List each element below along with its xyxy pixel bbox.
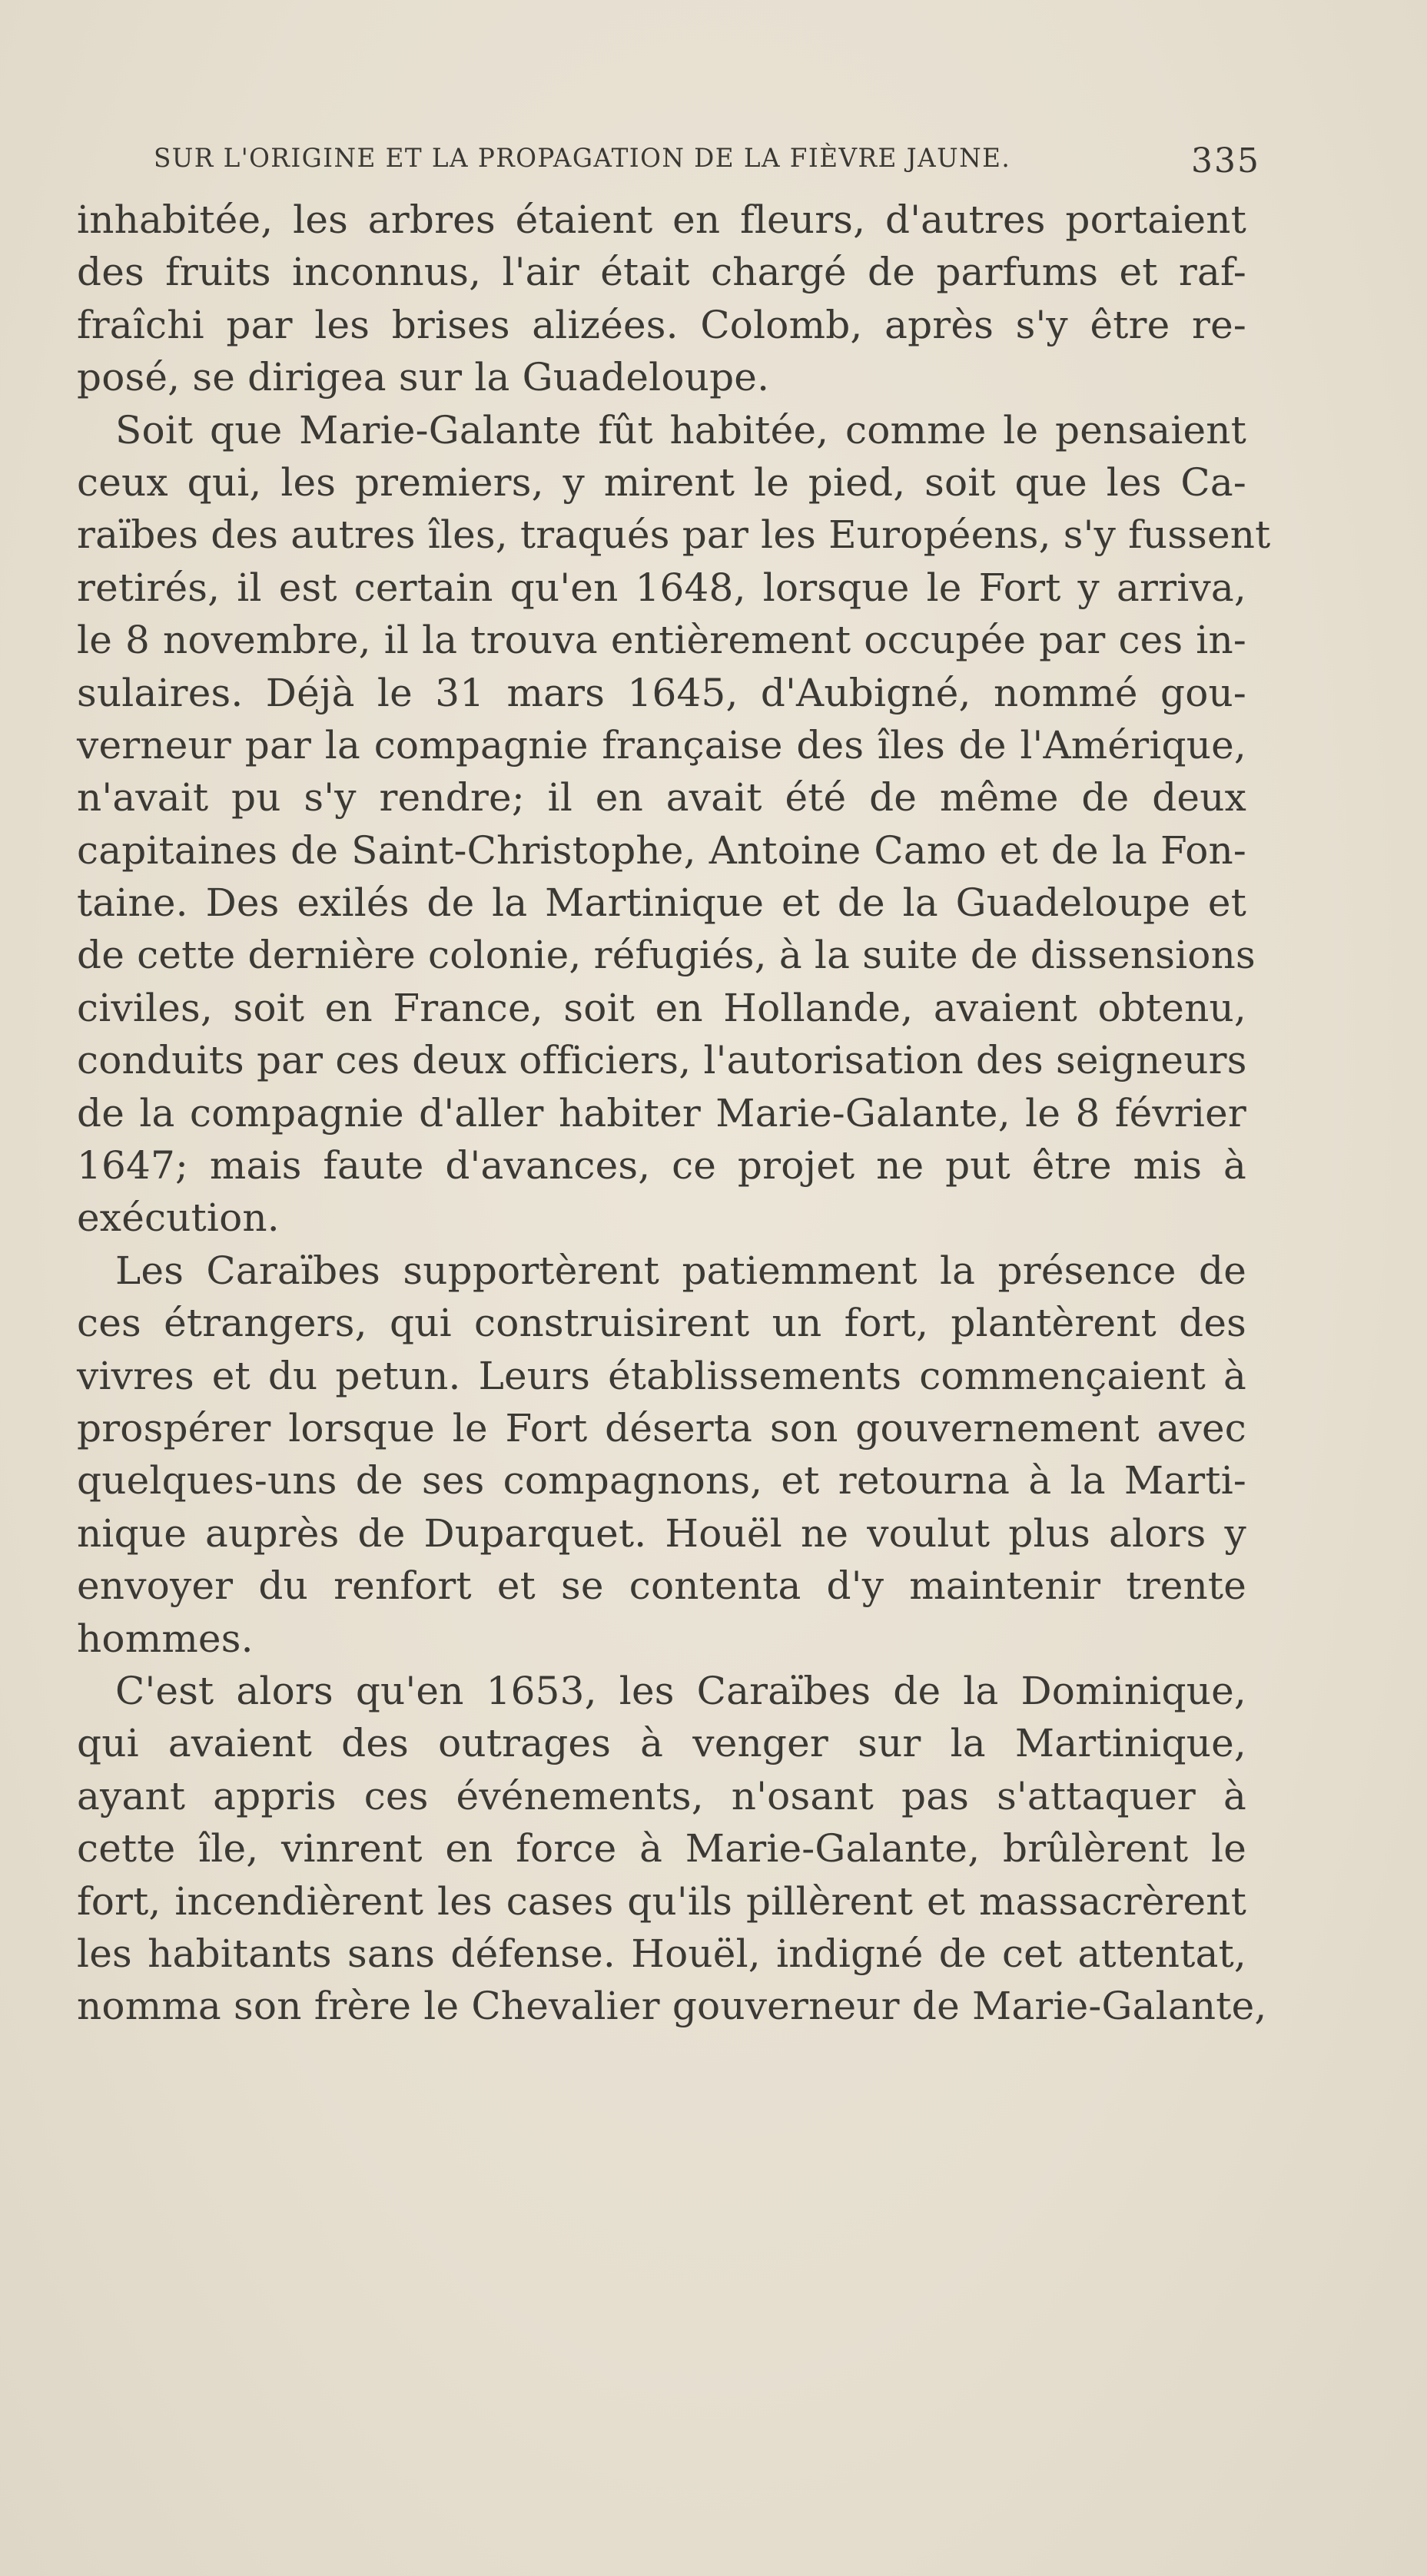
text-line: fraîchi par les brises alizées. Colomb, après s'y être re- <box>77 302 1246 347</box>
text-line: retirés, il est certain qu'en 1648, lorsque le Fort y arriva, <box>77 565 1246 610</box>
text-line: Les Caraïbes supportèrent patiemment la présence de <box>115 1248 1246 1293</box>
body-text <box>77 194 1271 2033</box>
text-line: prospérer lorsque le Fort déserta son gouvernement avec <box>77 1405 1246 1450</box>
text-line: Soit que Marie-Galante fût habitée, comme le pensaient <box>115 407 1246 453</box>
text-line: 1647; mais faute d'avances, ce projet ne put être mis à <box>77 1143 1246 1189</box>
text-line: nique auprès de Duparquet. Houël ne voulut plus alors y <box>77 1510 1246 1556</box>
text-line: fort, incendièrent les cases qu'ils pillèrent et massacrèrent <box>77 1878 1246 1924</box>
text-line: ayant appris ces événements, n'osant pas s'attaquer à <box>77 1773 1246 1818</box>
text-line: les habitants sans défense. Houël, indigné de cet attentat, <box>77 1931 1246 1976</box>
text-line: civiles, soit en France, soit en Hollande, avaient obtenu, <box>77 985 1246 1030</box>
text-line: n'avait pu s'y rendre; il en avait été de même de deux <box>77 775 1246 821</box>
text-line: ces étrangers, qui construisirent un fort, plantèrent des <box>77 1301 1246 1346</box>
text-line: conduits par ces deux officiers, l'autorisation des seigneurs <box>77 1038 1247 1083</box>
text-line: envoyer du renfort et se contenta d'y maintenir trente <box>77 1563 1246 1609</box>
text-line: cette île, vinrent en force à Marie-Galante, brûlèrent le <box>77 1826 1246 1871</box>
text-line: quelques-uns de ses compagnons, et retourna à la Marti- <box>77 1458 1246 1503</box>
text-line: des fruits inconnus, l'air était chargé de parfums et raf- <box>77 250 1246 295</box>
text-line: ceux qui, les premiers, y mirent le pied, soit que les Ca- <box>77 459 1246 505</box>
text-line: vivres et du petun. Leurs établissements commençaient à <box>77 1353 1246 1398</box>
text-line: inhabitée, les arbres étaient en fleurs, d'autres portaient <box>77 197 1246 242</box>
text-line: raïbes des autres îles, traqués par les Européens, s'y fussent <box>77 512 1271 558</box>
text-line: sulaires. Déjà le 31 mars 1645, d'Aubigné, nommé gou- <box>77 670 1246 715</box>
text-line: de la compagnie d'aller habiter Marie-Galante, le 8 février <box>77 1090 1246 1135</box>
page-header <box>154 143 1260 189</box>
text-line: qui avaient des outrages à venger sur la Martinique, <box>77 1721 1246 1766</box>
text-line: C'est alors qu'en 1653, les Caraïbes de la Dominique, <box>115 1668 1246 1713</box>
text-line: le 8 novembre, il la trouva entièrement occupée par ces in- <box>77 618 1246 663</box>
text-line: exécution. <box>77 1195 280 1241</box>
running-title: SUR L'ORIGINE ET LA PROPAGATION DE LA FIÈVRE JAUNE. <box>154 143 1011 174</box>
text-line: posé, se dirigea sur la Guadeloupe. <box>77 355 770 400</box>
page-number: 335 <box>1191 141 1260 181</box>
text-line: capitaines de Saint-Christophe, Antoine Camo et de la Fon- <box>77 827 1246 873</box>
text-line: verneur par la compagnie française des îles de l'Amérique, <box>77 722 1246 767</box>
text-line: nomma son frère le Chevalier gouverneur de Marie-Galante, <box>77 1984 1267 2029</box>
text-line: de cette dernière colonie, réfugiés, à la suite de dissensions <box>77 933 1256 978</box>
text-line: taine. Des exilés de la Martinique et de la Guadeloupe et <box>77 880 1246 926</box>
text-line: hommes. <box>77 1616 254 1661</box>
